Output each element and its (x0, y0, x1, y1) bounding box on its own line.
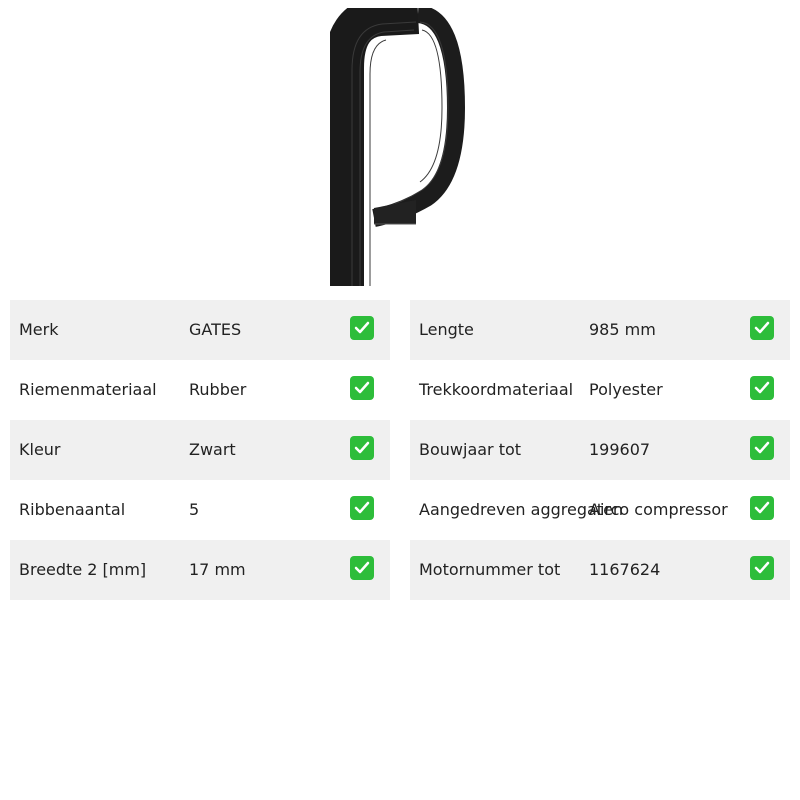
check-icon (750, 316, 774, 340)
spec-label: Riemenmateriaal (19, 380, 157, 399)
check-icon (350, 376, 374, 400)
spec-label: Merk (19, 320, 59, 339)
check-icon (750, 496, 774, 520)
spec-label: Kleur (19, 440, 61, 459)
spec-value: 199607 (589, 440, 651, 459)
spec-value: 17 mm (189, 560, 246, 579)
spec-row (410, 420, 790, 480)
spec-value: Rubber (189, 380, 247, 399)
spec-row (10, 480, 390, 540)
spec-row (410, 540, 790, 600)
spec-value: Airco compressor (589, 500, 728, 519)
check-icon (350, 496, 374, 520)
spec-table-left (10, 300, 390, 600)
spec-value: Polyester (589, 380, 663, 399)
spec-label: Breedte 2 [mm] (19, 560, 147, 579)
spec-value: 1167624 (589, 560, 661, 579)
belt-image (330, 8, 470, 288)
spec-row (10, 300, 390, 360)
spec-value: 985 mm (589, 320, 656, 339)
spec-label: Bouwjaar tot (419, 440, 522, 459)
spec-value: GATES (189, 320, 242, 339)
check-icon (350, 556, 374, 580)
spec-label: Motornummer tot (419, 560, 561, 579)
spec-row (410, 300, 790, 360)
spec-table-right (410, 300, 790, 600)
spec-row (410, 360, 790, 420)
spec-row (10, 540, 390, 600)
spec-label: Aangedreven aggregaten (419, 500, 624, 519)
check-icon (350, 316, 374, 340)
spec-value: Zwart (189, 440, 236, 459)
spec-row (10, 420, 390, 480)
check-icon (750, 436, 774, 460)
spec-label: Trekkoordmateriaal (419, 380, 574, 399)
check-icon (750, 556, 774, 580)
spec-label: Lengte (419, 320, 474, 339)
spec-row (410, 480, 790, 540)
spec-row (10, 360, 390, 420)
check-icon (350, 436, 374, 460)
spec-label: Ribbenaantal (19, 500, 126, 519)
check-icon (750, 376, 774, 400)
spec-value: 5 (189, 500, 200, 519)
